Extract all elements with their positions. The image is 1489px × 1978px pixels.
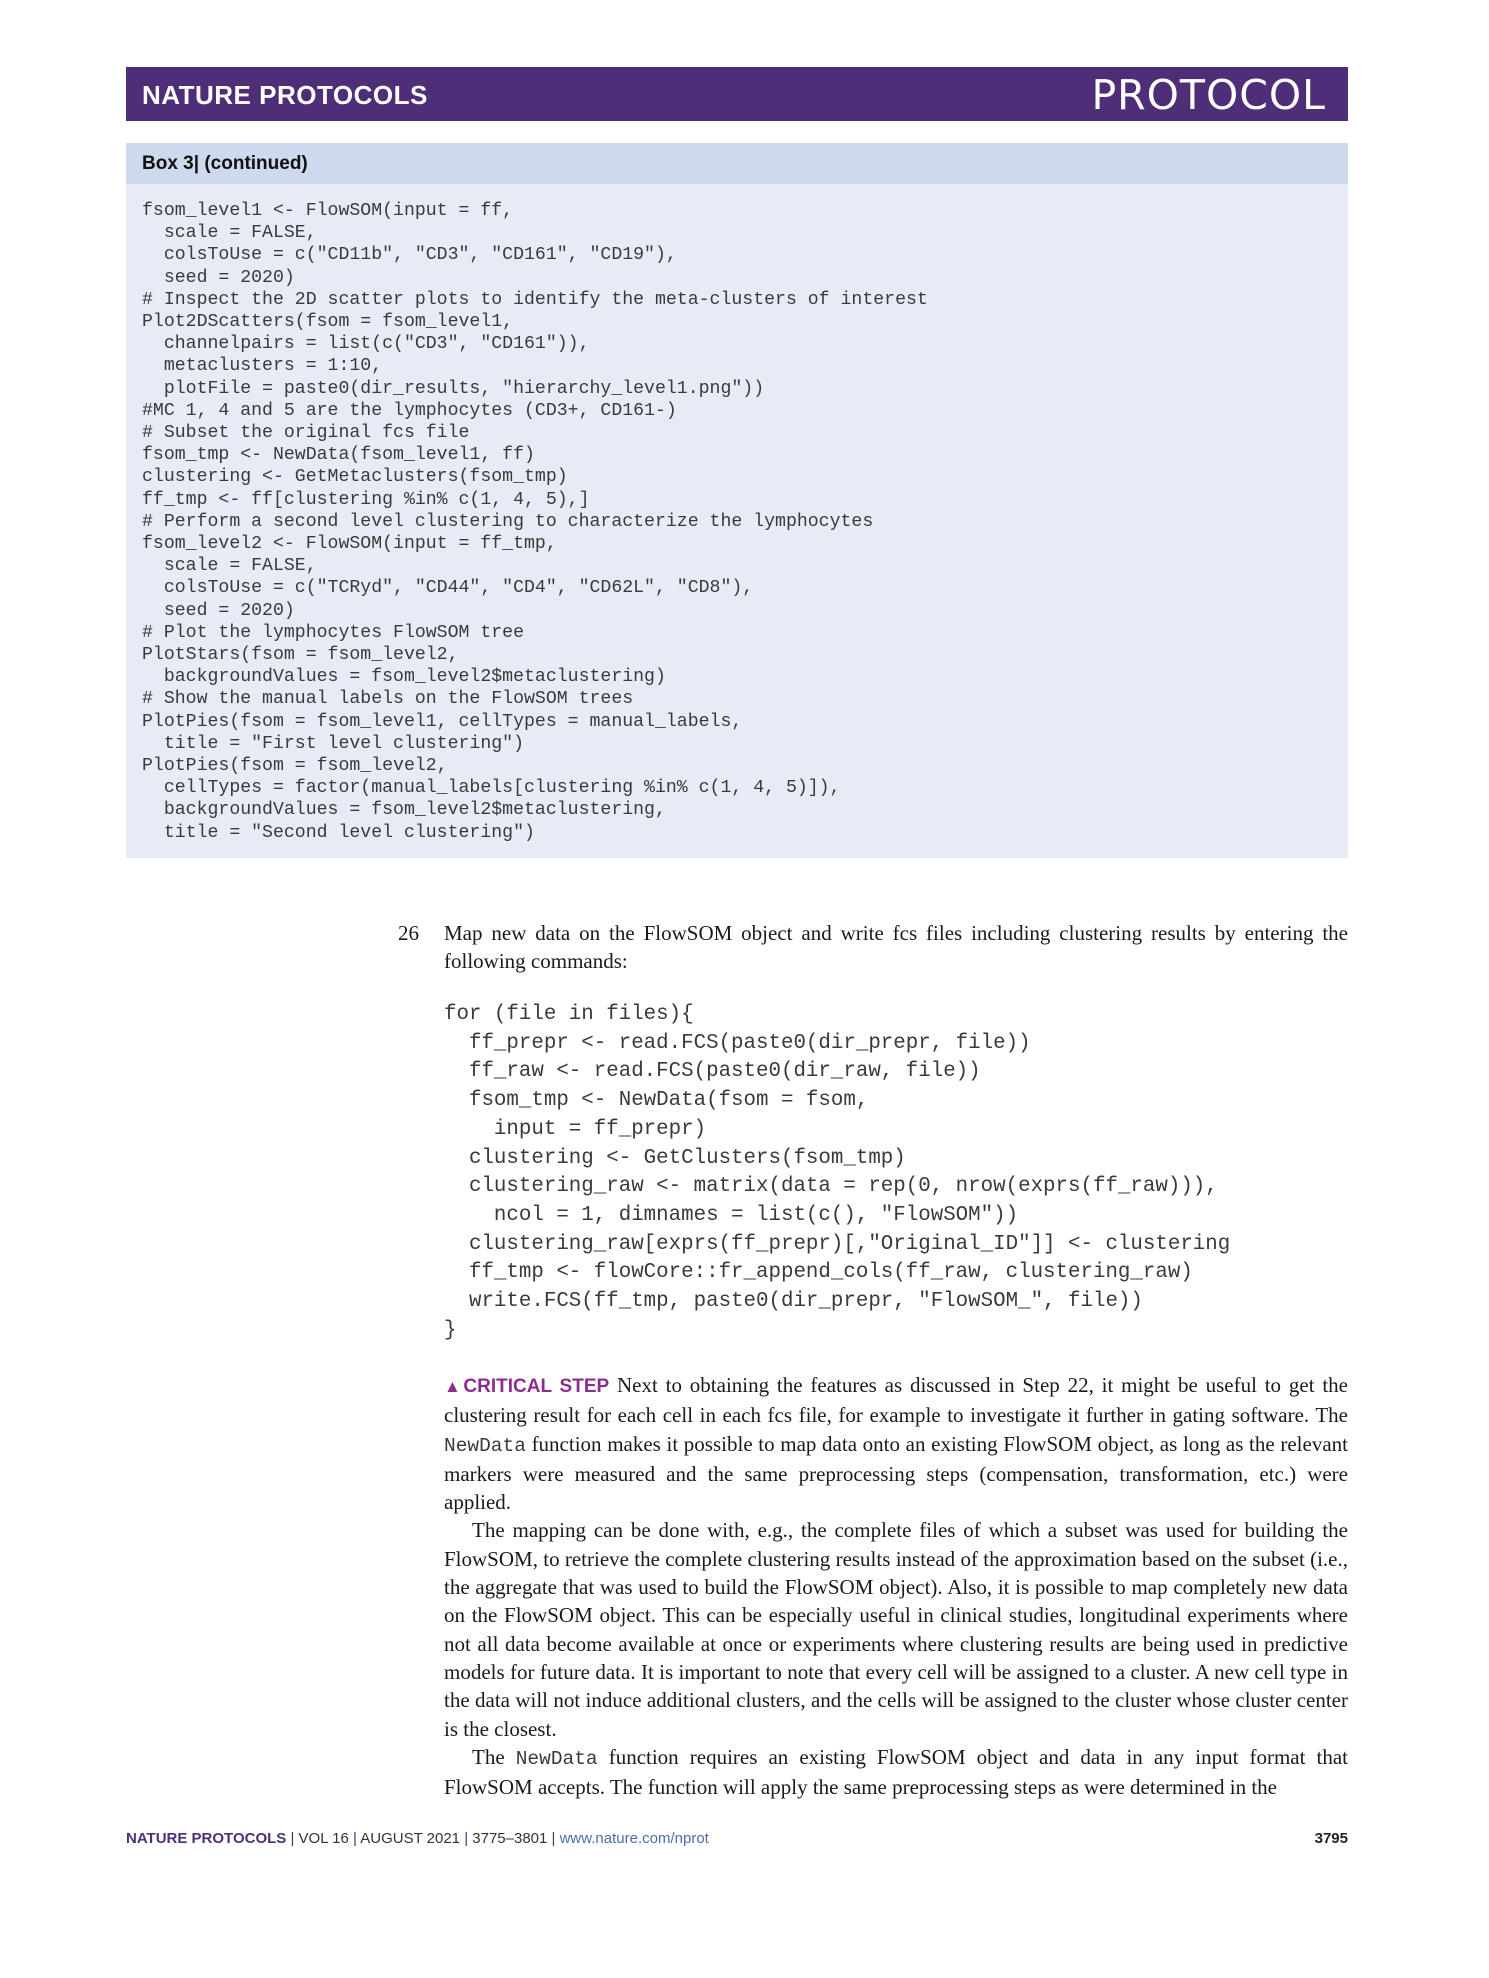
code-line: title = "Second level clustering") [142, 822, 535, 843]
code-line: backgroundValues = fsom_level2$metaclustering) [163, 667, 666, 688]
code-line: #MC 1, 4 and 5 are the lymphocytes (CD3+, CD161-) [142, 400, 677, 421]
journal-name: NATURE PROTOCOLS [142, 80, 428, 110]
code-line: PlotStars(fsom = fsom_level2, [142, 645, 459, 666]
code-line: cellTypes = factor(manual_labels[clustering %in% c(1, 4, 5)]), [163, 778, 841, 799]
box-title: Box 3| (continued) [126, 143, 1348, 184]
code-line: scale = FALSE, [163, 556, 317, 577]
code-line: fsom_tmp <- NewData(fsom = fsom, [468, 1089, 869, 1113]
journal-header-band [126, 67, 1348, 121]
code-line: # Inspect the 2D scatter plots to identify the meta-clusters of interest [142, 289, 928, 310]
step-code-block [444, 1001, 1230, 1345]
code-line: title = "First level clustering") [163, 733, 524, 754]
code-line: channelpairs = list(c("CD3", "CD161")), [163, 334, 590, 355]
box-code-block [142, 200, 928, 844]
critical-triangle-icon: ▲ [444, 1377, 464, 1396]
code-line: clustering_raw <- matrix(data = rep(0, nrow(exprs(ff_raw))), [468, 1175, 1218, 1199]
code-line: ncol = 1, dimnames = list(c(), "FlowSOM")) [493, 1203, 1019, 1227]
code-line: seed = 2020) [163, 267, 295, 288]
code-line: fsom_tmp <- NewData(fsom_level1, ff) [142, 445, 535, 466]
newdata-paragraph: The NewData function requires an existing FlowSOM object and data in any input format that FlowSOM accepts. The function will apply the same preprocessing steps as were determined in the [444, 1744, 1348, 1800]
article-type: PROTOCOL [1091, 71, 1326, 119]
step-number: 26 [398, 921, 419, 945]
footer-citation: NATURE PROTOCOLS | VOL 16 | AUGUST 2021 | 3775–3801 | www.nature.com/nprot [126, 1830, 709, 1847]
code-line: # Subset the original fcs file [142, 423, 470, 444]
code-line: write.FCS(ff_tmp, paste0(dir_prepr, "FlowSOM_", file)) [468, 1290, 1143, 1314]
code-line: colsToUse = c("CD11b", "CD3", "CD161", "CD19"), [163, 245, 677, 266]
code-line: input = ff_prepr) [493, 1117, 707, 1141]
page-footer [126, 1828, 1348, 1852]
journal-url-link[interactable]: www.nature.com/nprot [559, 1830, 709, 1847]
critical-step-section [444, 1371, 1348, 1801]
code-line: colsToUse = c("TCRyd", "CD44", "CD4", "CD62L", "CD8"), [163, 578, 754, 599]
step-text: Map new data on the FlowSOM object and write fcs files including clustering results by entering the following commands: [444, 921, 1348, 973]
code-line: clustering <- GetMetaclusters(fsom_tmp) [142, 467, 568, 488]
code-line: # Perform a second level clustering to characterize the lymphocytes [142, 511, 874, 532]
mapping-paragraph: The mapping can be done with, e.g., the complete files of which a subset was used for building the FlowSOM, to retrieve the complete clustering results instead of the approximation based on the subset (i.e., the aggregate that was used to build the FlowSOM object). Also, it is possible to map completely new data on the FlowSOM object. This can be especially useful in clinical studies, longitudinal experiments where not all data become available at once or experiments where clustering results are being used in predictive models for future data. It is important to note that every cell will be assigned to a cluster. A new cell type in the data will not induce additional clusters, and the cells will be assigned to the cluster whose cluster center is the closest. [444, 1518, 1348, 1741]
inline-code: NewData [515, 1747, 598, 1770]
code-line: PlotPies(fsom = fsom_level1, cellTypes = manual_labels, [142, 711, 743, 732]
code-line: clustering <- GetClusters(fsom_tmp) [468, 1146, 906, 1170]
code-line: clustering_raw[exprs(ff_prepr)[,"Original_ID"]] <- clustering [468, 1232, 1231, 1256]
code-line: Plot2DScatters(fsom = fsom_level1, [142, 312, 514, 333]
code-line: ff_tmp <- ff[clustering %in% c(1, 4, 5),] [142, 489, 590, 510]
code-line: ff_raw <- read.FCS(paste0(dir_raw, file)) [468, 1060, 981, 1084]
code-line: for (file in files){ [444, 1003, 694, 1026]
code-line: fsom_level1 <- FlowSOM(input = ff, [142, 201, 514, 221]
code-line: fsom_level2 <- FlowSOM(input = ff_tmp, [142, 534, 557, 555]
code-line: metaclusters = 1:10, [163, 356, 383, 377]
page-number: 3795 [1314, 1830, 1348, 1847]
code-line: seed = 2020) [163, 600, 295, 621]
code-line: scale = FALSE, [163, 223, 317, 244]
code-line: ff_prepr <- read.FCS(paste0(dir_prepr, file)) [468, 1031, 1031, 1055]
code-line: plotFile = paste0(dir_results, "hierarchy_level1.png")) [163, 378, 765, 399]
code-line: } [444, 1318, 457, 1342]
box-3-panel [126, 143, 1348, 858]
critical-paragraph: ▲CRITICAL STEP Next to obtaining the features as discussed in Step 22, it might be useful to get the clustering result for each cell in each fcs file, for example to investigate it further in gating software. The NewData function makes it possible to map data onto an existing FlowSOM object, as long as the relevant markers were measured and the same preprocessing steps (compensation, transformation, etc.) were applied. [444, 1373, 1348, 1515]
code-line: ff_tmp <- flowCore::fr_append_cols(ff_raw, clustering_raw) [468, 1261, 1193, 1285]
code-line: # Show the manual labels on the FlowSOM trees [142, 689, 634, 710]
inline-code: NewData [444, 1434, 526, 1457]
code-line: backgroundValues = fsom_level2$metaclustering, [163, 800, 666, 821]
code-line: PlotPies(fsom = fsom_level2, [142, 756, 448, 777]
code-line: # Plot the lymphocytes FlowSOM tree [142, 622, 524, 643]
critical-step-label: ▲CRITICAL STEP [444, 1376, 610, 1397]
